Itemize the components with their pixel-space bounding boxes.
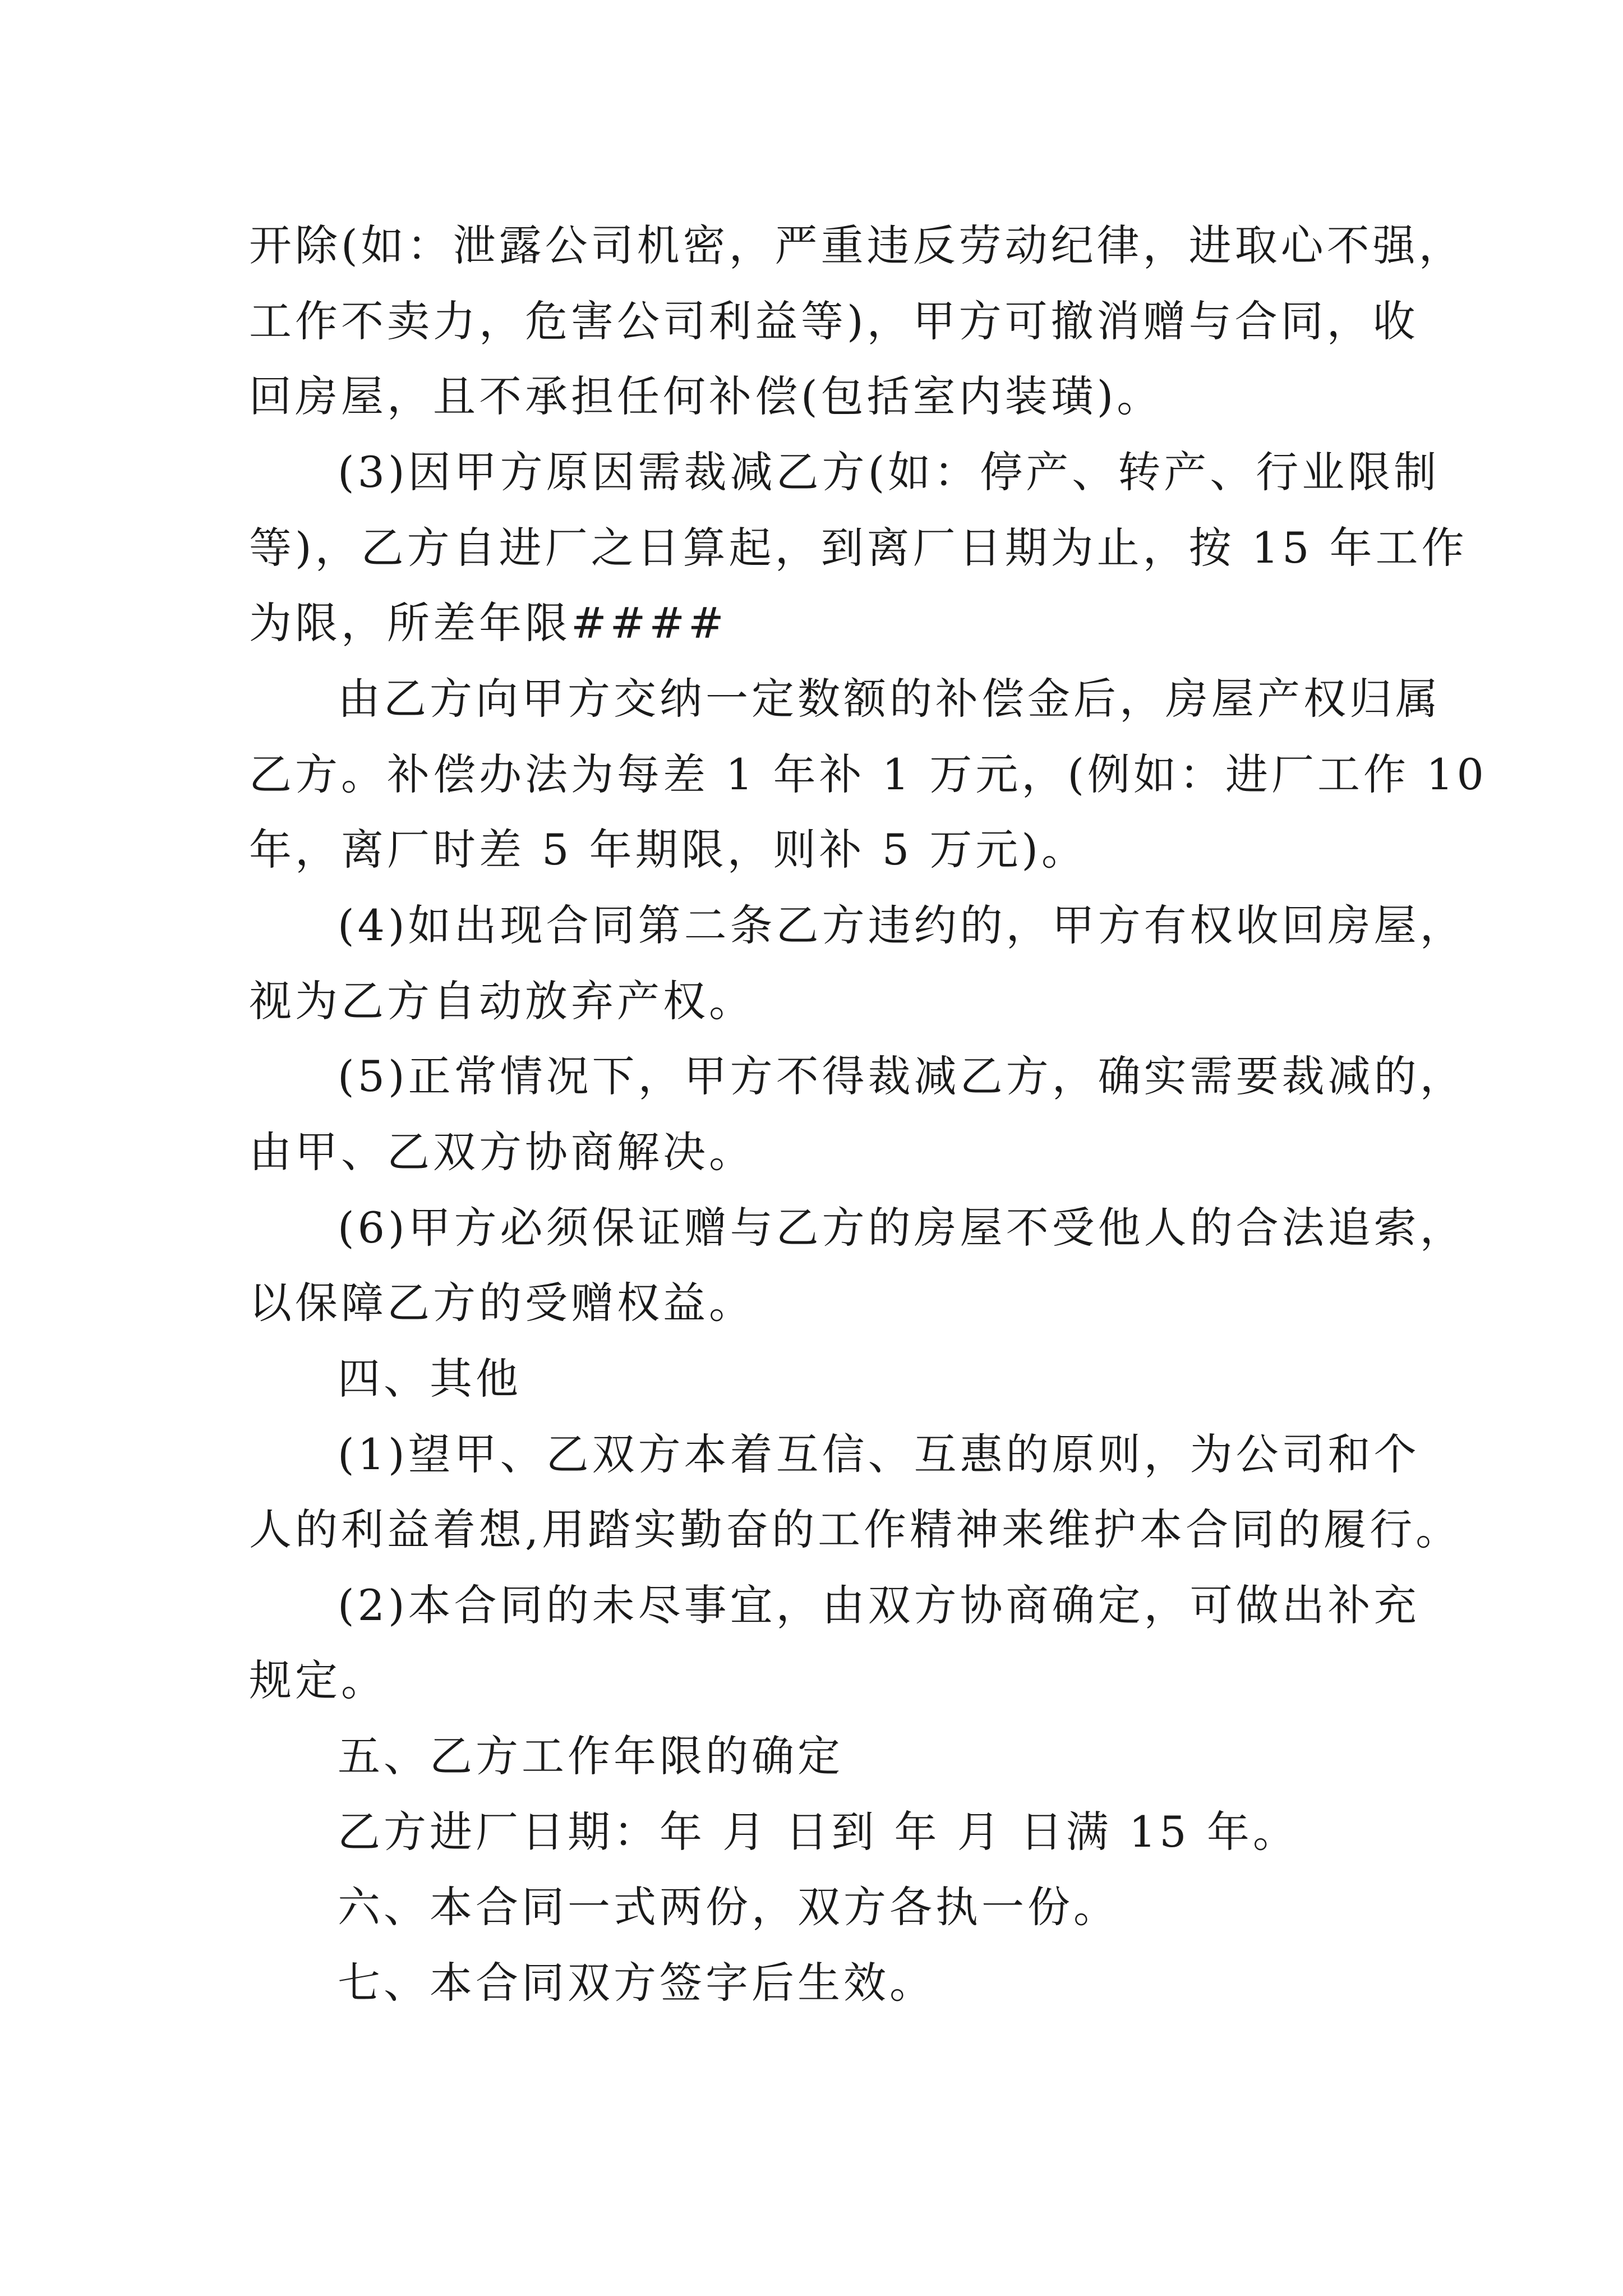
text-line-8: 乙方。补偿办法为每差 1 年补 1 万元，(例如：进厂工作 10 — [249, 749, 1487, 799]
text-line-6: 为限，所差年限#### — [249, 598, 727, 648]
text-line-15: 以保障乙方的受赠权益。 — [249, 1278, 755, 1328]
section-heading-5: 五、乙方工作年限的确定 — [338, 1731, 843, 1781]
text-line-18: 人的利益着想,用踏实勤奋的工作精神来维护本合同的履行。 — [249, 1504, 1462, 1554]
section-heading-7: 七、本合同双方签字后生效。 — [338, 1958, 935, 2008]
text-line-1: 开除(如：泄露公司机密，严重违反劳动纪律，进取心不强， — [249, 220, 1465, 270]
text-line-17: (1)望甲、乙双方本着互信、互惠的原则，为公司和个 — [338, 1429, 1420, 1479]
text-line-12: (5)正常情况下，甲方不得裁减乙方，确实需要裁减的， — [338, 1051, 1466, 1101]
text-line-7: 由乙方向甲方交纳一定数额的补偿金后，房屋产权归属 — [338, 674, 1441, 724]
text-line-2: 工作不卖力，危害公司利益等)，甲方可撤消赠与合同，收 — [249, 296, 1419, 346]
text-line-10: (4)如出现合同第二条乙方违约的，甲方有权收回房屋， — [338, 900, 1466, 950]
text-line-3: 回房屋，且不承担任何补偿(包括室内装璜)。 — [249, 371, 1163, 421]
text-line-4: (3)因甲方原因需裁减乙方(如：停产、转产、行业限制 — [338, 447, 1440, 497]
text-line-5: 等)，乙方自进厂之日算起，到离厂日期为止，按 15 年工作 — [249, 523, 1468, 573]
text-line-19: (2)本合同的未尽事宜，由双方协商确定，可做出补充 — [338, 1580, 1420, 1630]
section-heading-4: 四、其他 — [338, 1354, 522, 1404]
text-line-14: (6)甲方必须保证赠与乙方的房屋不受他人的合法追索， — [338, 1203, 1466, 1253]
section-heading-6: 六、本合同一式两份，双方各执一份。 — [338, 1882, 1119, 1932]
text-line-9: 年，离厂时差 5 年期限，则补 5 万元)。 — [249, 825, 1087, 875]
text-line-13: 由甲、乙双方协商解决。 — [249, 1127, 755, 1177]
text-line-11: 视为乙方自动放弃产权。 — [249, 976, 755, 1026]
text-line-20: 规定。 — [249, 1655, 387, 1705]
text-line-22: 乙方进厂日期：年 月 日到 年 月 日满 15 年。 — [338, 1807, 1299, 1857]
